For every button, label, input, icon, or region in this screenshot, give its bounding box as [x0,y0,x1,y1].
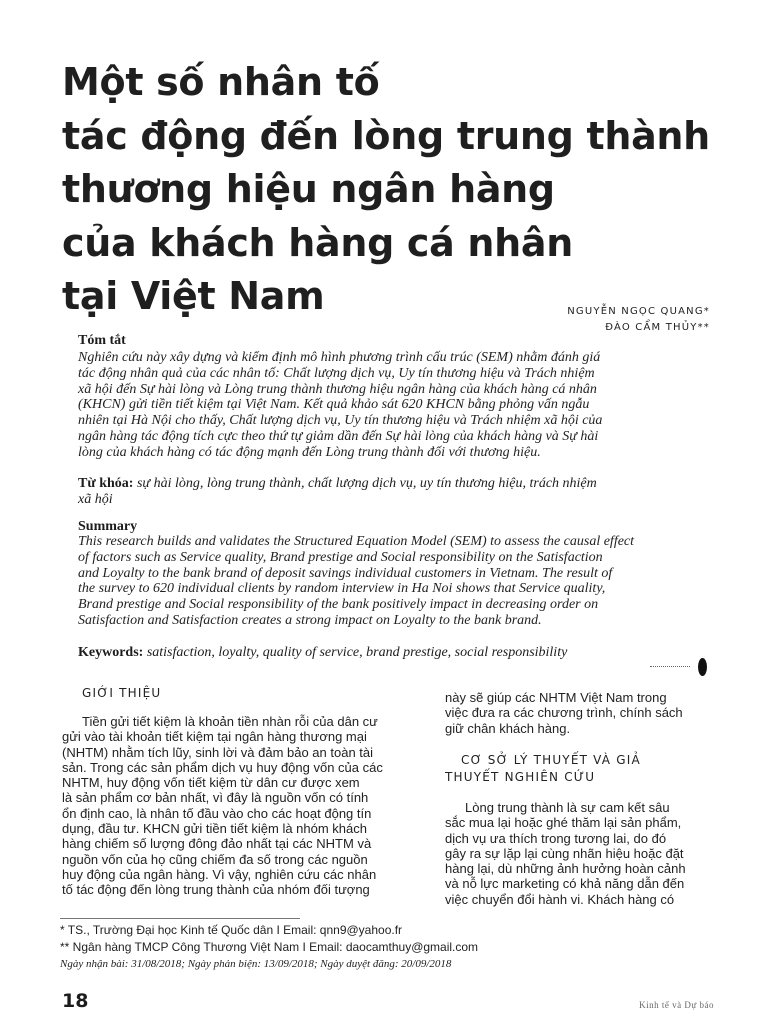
journal-name: Kinh tế và Dự báo [639,1000,714,1010]
theory-line: hàng lại, dù những ảnh hưởng hoàn cảnh [445,861,686,877]
summary-en [78,534,688,629]
keywords-vi [78,476,718,508]
abstract-vi-line: (KHCN) gửi tiền tiết kiệm tại Việt Nam. Kết quả khảo sát 620 KHCN bằng phỏng vấn ngẫu [78,397,590,413]
right-column-continuation [445,690,715,736]
theory-heading-line: THUYẾT NGHIÊN CỨU [445,770,596,784]
right-line: việc đưa ra các chương trình, chính sách [445,705,683,721]
right-line: này sẽ giúp các NHTM Việt Nam trong [445,690,667,705]
intro-heading: GIỚI THIỆU [82,686,162,700]
title-line: tại Việt Nam [62,274,325,318]
intro-line: ổn định cao, là nhân tố đầu vào cho các hoạt động tín [62,805,372,821]
intro-line: (NHTM) nhằm tích lũy, sinh lời và đảm bảo an toàn tài [62,744,374,760]
abstract-vi-line: tác động nhân quả của các nhân tố: Chất lượng dịch vụ, Uy tín thương hiệu và Trách nhiệm [78,365,595,381]
title-line: của khách hàng cá nhân [62,220,574,265]
abstract-vi-line: ngân hàng tác động tích cực theo thứ tự giảm dần đến Sự hài lòng của khách hàng và Sự hài [78,428,599,444]
author-list [567,304,710,336]
intro-line: dụng, đầu tư. KHCN gửi tiền tiết kiệm là nhóm khách [62,821,367,837]
intro-line: tố tác động đến lòng trung thành của nhóm đối tượng [62,882,370,898]
theory-line: Lòng trung thành là sự cam kết sâu [465,800,670,815]
abstract-vi [78,350,688,461]
footnote-rule [60,918,300,919]
theory-line: và nỗ lực marketing có khả năng dẫn đến [445,876,685,892]
summary-line: Satisfaction and Satisfaction creates a strong impact on Loyalty to the bank brand. [78,612,542,628]
author-name: ĐÀO CẨM THỦY** [605,322,710,333]
intro-line: NHTM, huy động vốn tiết kiệm từ dân cư được xem [62,775,360,791]
summary-line: and Loyalty to the bank brand of deposit savings individual customers in Vietnam. The result of [78,565,613,581]
keywords-en-text: satisfaction, loyalty, quality of service, brand prestige, social responsibility [146,645,568,660]
theory-line: sắc mua lại hoặc ghé thăm lại sản phẩm, [445,815,682,831]
intro-line: hàng chiếm số lượng đông đảo nhất tại các NHTM và [62,836,372,852]
theory-line: dịch vụ ưa thích trong tương lai, do đó [445,830,667,846]
abstract-vi-line: nhiên tại Hà Nội cho thấy, Chất lượng dịch vụ, Uy tín thương hiệu và Trách nhiệm xã hội của [78,413,603,429]
intro-line: sản. Trong các sản phẩm dịch vụ huy động vốn của các [62,759,383,775]
keywords-vi-text: sự hài lòng, lòng trung thành, chất lượng dịch vụ, uy tín thương hiệu, trách nhiệm [136,476,597,491]
intro-line: Tiền gửi tiết kiệm là khoản tiền nhàn rỗi của dân cư [82,714,378,729]
intro-line: nguồn vốn của họ cũng chiếm đa số trong các nguồn [62,851,368,867]
theory-heading [445,752,720,786]
intro-line: gửi vào tài khoản tiết kiệm tại ngân hàng thương mại [62,729,367,745]
summary-line: Brand prestige and Social responsibility of the bank positively impact in decreasing order on [78,597,599,613]
abstract-vi-line: xã hội đến Sự hài lòng và Lòng trung thành thương hiệu ngân hàng của khách hàng cá nhân [78,381,597,397]
title-line: thương hiệu ngân hàng [62,167,555,211]
keywords-vi-label: Từ khóa: [78,476,134,491]
theory-line: gây ra sự lặp lại cùng nhãn hiệu hoặc đặt [445,845,684,861]
page-number: 18 [62,990,89,1012]
footnote-author-1: * TS., Trường Đại học Kinh tế Quốc dân I Email: qnn9@yahoo.fr [60,923,403,937]
theory-line: việc chuyển đổi hành vi. Khách hàng có [445,891,675,907]
article-title [62,56,742,324]
keywords-vi-text-cont: xã hội [78,492,113,507]
summary-heading: Summary [78,519,138,534]
keywords-en [78,645,567,661]
title-line: Một số nhân tố [62,60,380,104]
abstract-vi-line: Nghiên cứu này xây dựng và kiểm định mô hình phương trình cấu trúc (SEM) nhằm đánh giá [78,350,601,365]
bullet-mark-icon [698,658,707,676]
abstract-vi-line: lòng của khách hàng có tác động mạnh đến Lòng trung thành đối với thương hiệu. [78,444,541,460]
author-name: NGUYỄN NGỌC QUANG* [567,306,710,317]
intro-body [62,714,420,898]
right-line: giữ chân khách hàng. [445,720,571,736]
abstract-vi-heading: Tóm tắt [78,333,126,348]
intro-line: huy động của ngân hàng. Vì vậy, nghiên cứu các nhân [62,866,377,882]
theory-body [445,800,717,907]
footnotes [60,922,478,973]
publication-dates: Ngày nhận bài: 31/08/2018; Ngày phản biện: 13/09/2018; Ngày duyệt đăng: 20/09/2018 [60,958,452,970]
intro-line: là sản phẩm cơ bản nhất, vì đây là nguồn vốn có tính [62,790,369,806]
theory-heading-line: CƠ SỞ LÝ THUYẾT VÀ GIẢ [461,753,641,767]
section-divider [650,666,690,667]
keywords-en-label: Keywords: [78,645,144,660]
summary-line: This research builds and validates the Structured Equation Model (SEM) to assess the causal effect [78,534,635,549]
summary-line: the survey to 620 individual clients by random interview in Ha Noi shows that Service quality, [78,581,606,597]
title-line: tác động đến lòng trung thành [62,113,710,158]
summary-line: of factors such as Service quality, Brand prestige and Social responsibility on the Satisfaction [78,549,603,565]
footnote-author-2: ** Ngân hàng TMCP Công Thương Việt Nam I Email: daocamthuy@gmail.com [60,940,479,954]
